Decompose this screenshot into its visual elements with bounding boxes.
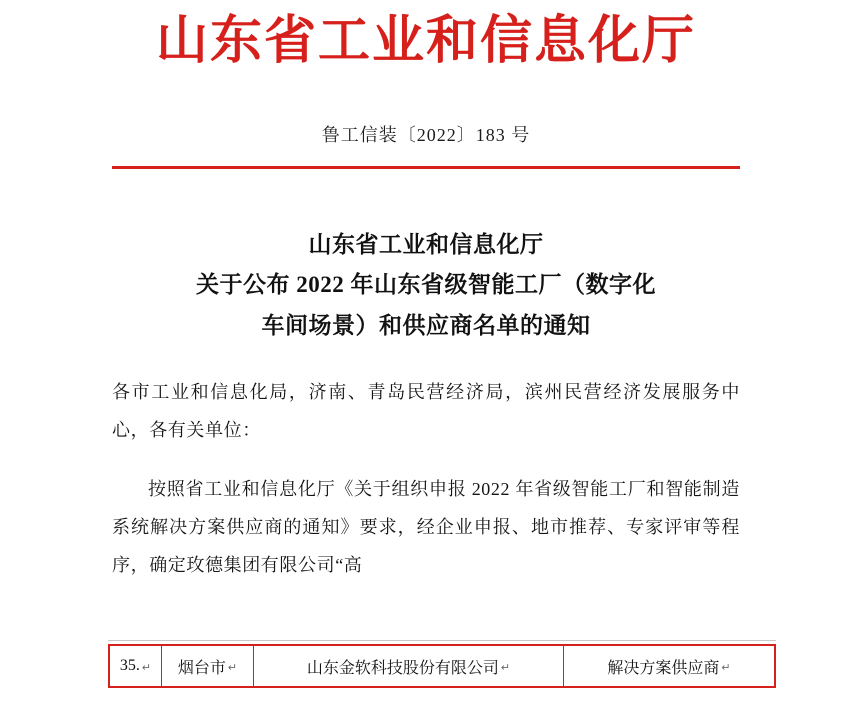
document-masthead-title: 山东省工业和信息化厅 — [155, 10, 696, 71]
table-cell-type-value: 解决方案供应商 — [607, 659, 720, 677]
table-cell-type — [564, 646, 774, 686]
table-cell-number — [110, 646, 162, 686]
paragraph-mark-icon: ↵ — [227, 661, 238, 674]
notice-salutation-paragraph: 各市工业和信息化局，济南、青岛民营经济局，滨州民营经济发展服务中心，各有关单位： — [112, 381, 740, 440]
notice-title-line-3: 车间场景）和供应商名单的通知 — [261, 312, 591, 338]
paragraph-mark-icon: ↵ — [500, 661, 511, 674]
document-number: 鲁工信装〔2022〕183 号 — [321, 125, 531, 145]
paragraph-mark-icon: ↵ — [721, 661, 731, 674]
red-divider-rule — [112, 166, 740, 169]
notice-title — [112, 225, 740, 346]
page-right-margin — [754, 0, 844, 702]
notice-body-paragraph: 按照省工业和信息化厅《关于组织申报 2022 年省级智能工厂和智能制造系统解决方案供应商的通知》要求，经企业申报、地市推荐、专家评审等程序，确定玫德集团有限公司“高 — [112, 479, 740, 575]
table-cell-city — [162, 646, 254, 686]
page-left-margin — [0, 0, 108, 702]
table-cell-number-value: 35. — [119, 657, 140, 674]
document-body — [112, 0, 740, 702]
table-cell-city-value: 烟台市 — [177, 659, 226, 677]
table-top-hairline — [108, 640, 776, 641]
notice-title-line-2: 关于公布 2022 年山东省级智能工厂（数字化 — [196, 272, 656, 298]
table-row — [108, 644, 776, 688]
table-cell-company — [254, 646, 564, 686]
notice-title-line-1: 山东省工业和信息化厅 — [308, 232, 544, 257]
table-cell-company-value: 山东金软科技股份有限公司 — [306, 659, 499, 677]
paragraph-mark-icon: ↵ — [141, 661, 152, 674]
